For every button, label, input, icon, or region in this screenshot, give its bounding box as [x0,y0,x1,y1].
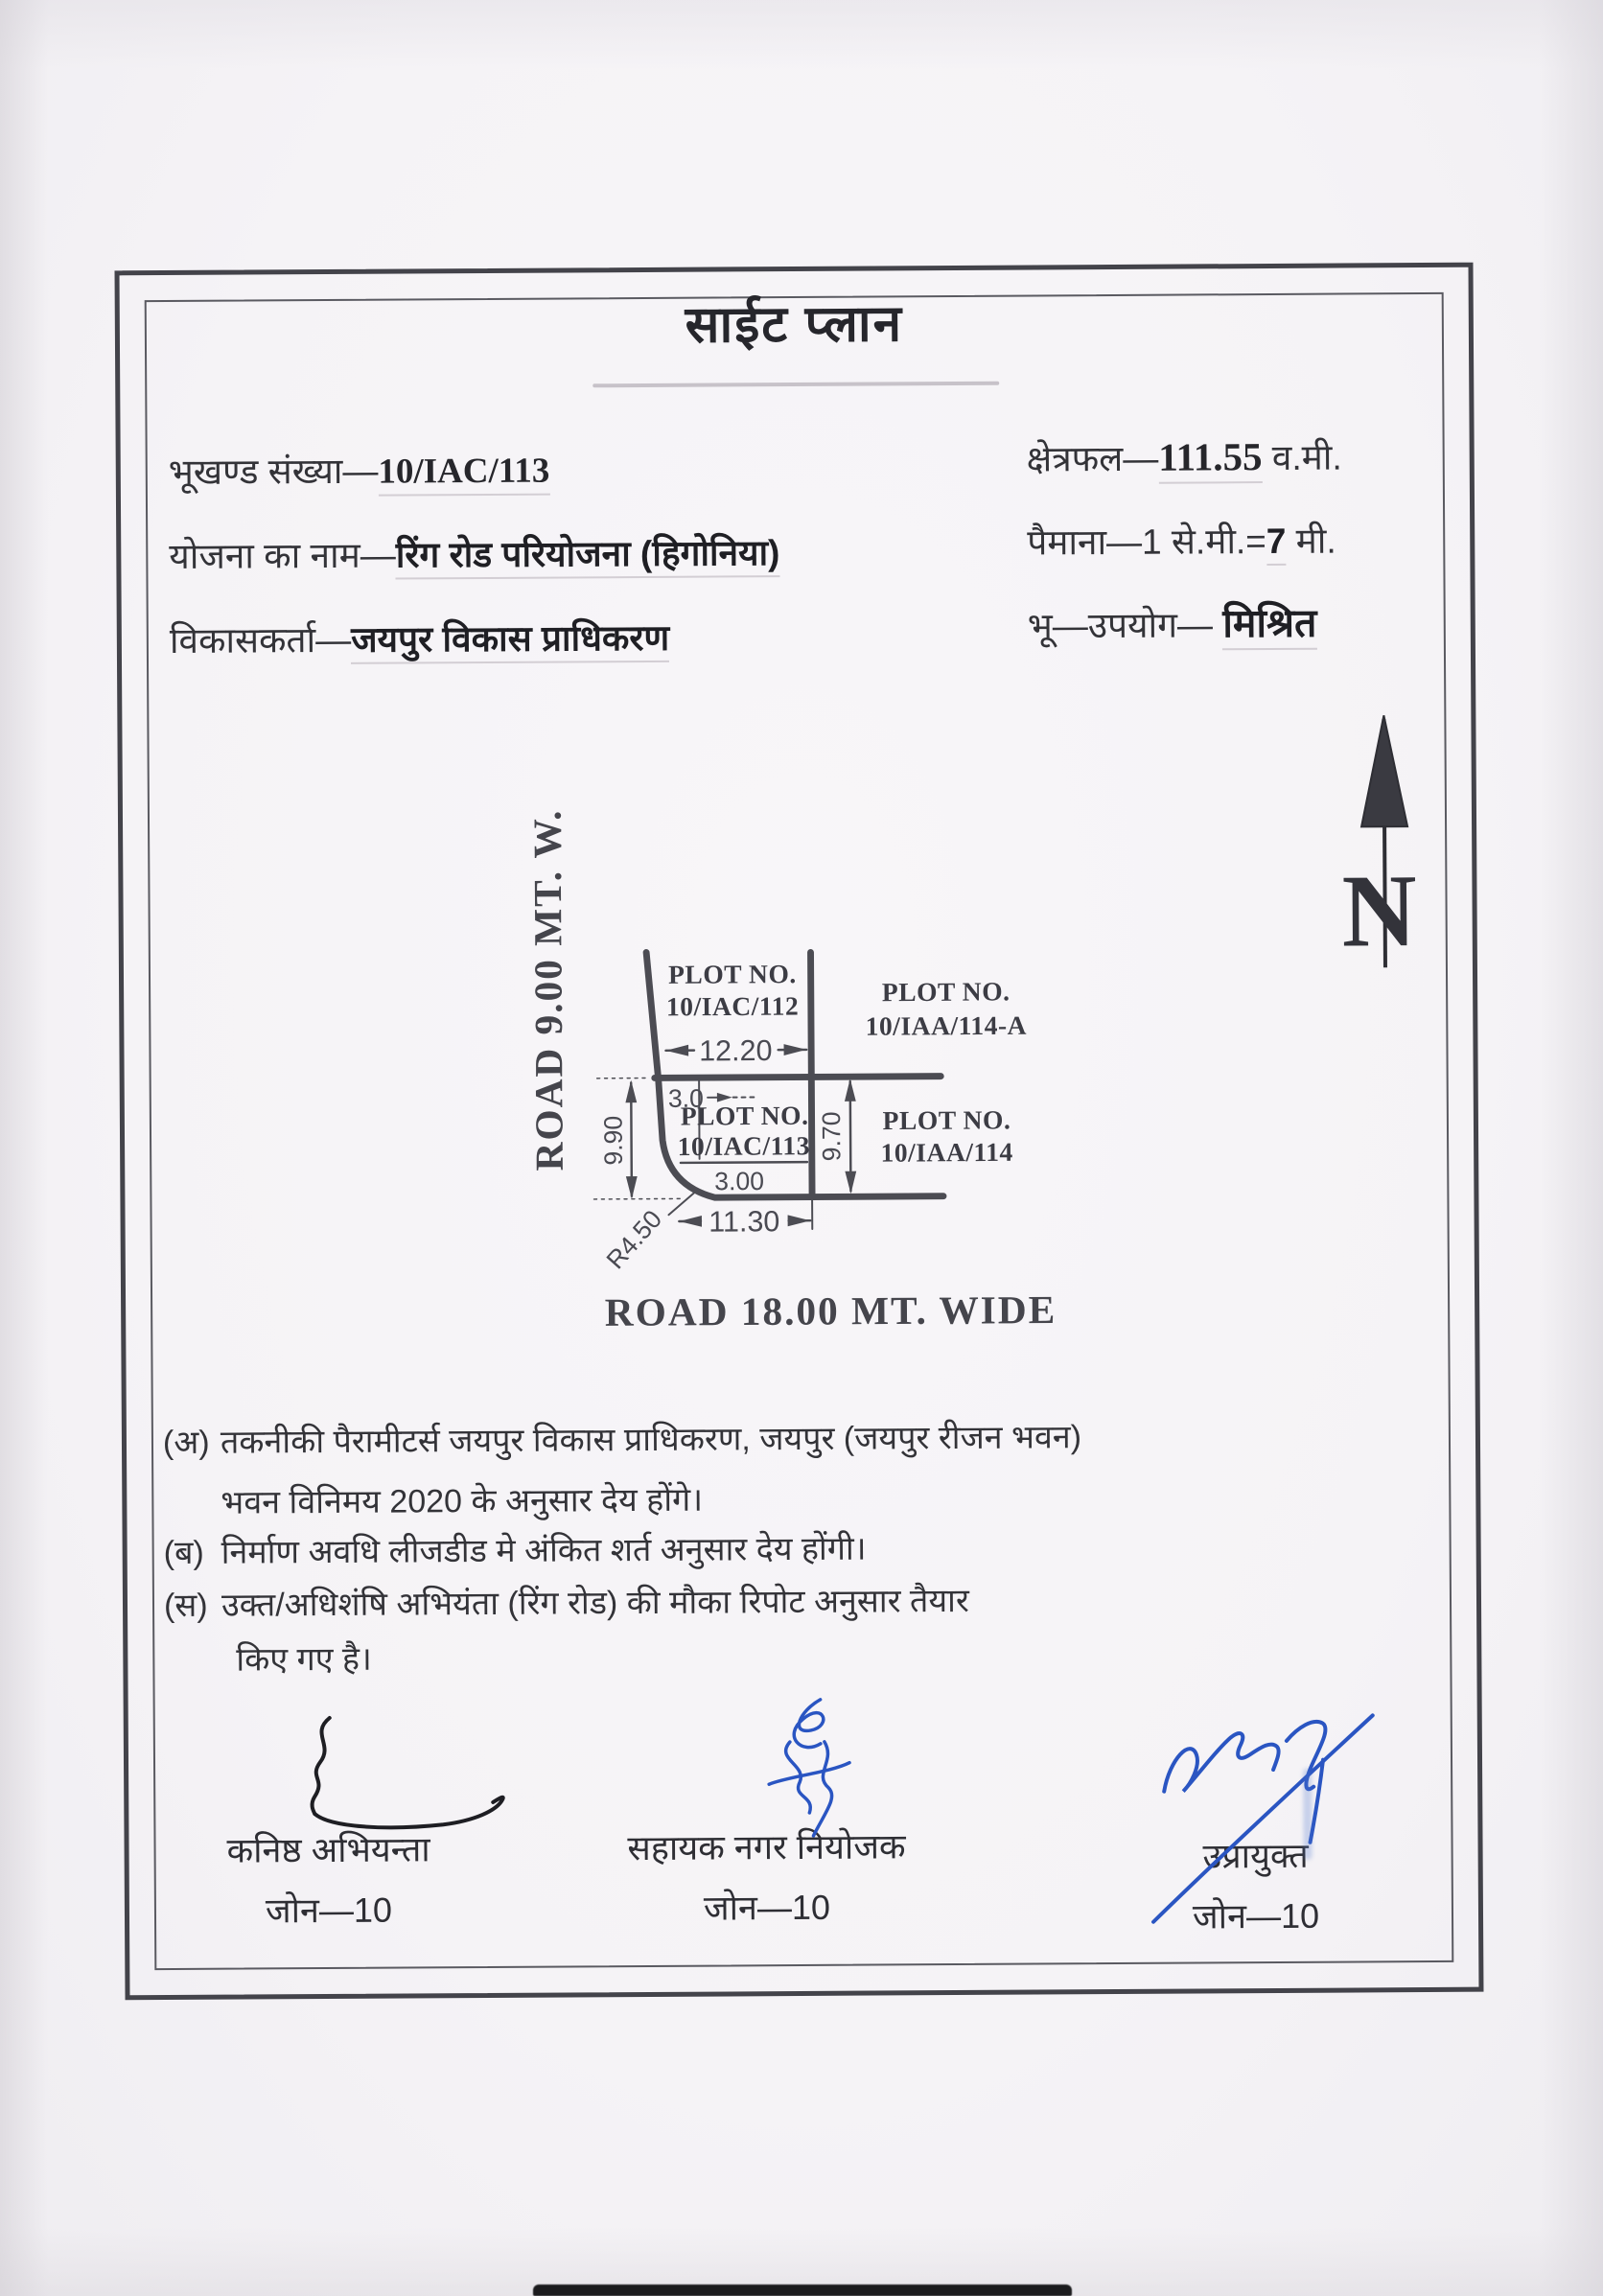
plot-114a-number: 10/IAA/114-A [865,1009,1028,1041]
note-b-marker: (ब) [163,1534,204,1572]
plot-112-number: 10/IAC/112 [665,990,800,1022]
signature-ink-black [270,1711,521,1852]
dim-setback: 3.0 [667,1083,704,1113]
signature-stroke [794,1700,824,1748]
north-arrow-head [1360,715,1407,826]
document-border-frame [115,263,1484,2001]
note-a-line2: भवन विनिमय 2020 के अनुसार देय होंगे। [221,1481,704,1521]
signature-stroke [813,1742,832,1836]
arrow-9-90-down [626,1176,638,1199]
dim-top-width: 12.20 [699,1033,773,1068]
plot-113-number: 10/IAC/113 [677,1130,811,1162]
scale-pre: 1 से.मी.= [1141,522,1266,562]
signature-ink-blue-middle [732,1691,887,1855]
scheme-name-value: रिंग रोड परियोजना (हिगोनिया) [396,533,780,579]
dim-right-depth: 9.70 [817,1111,847,1162]
scale-row [1027,515,1336,566]
signature-stroke [769,1763,849,1785]
plot-114-title: PLOT NO. [882,1104,1011,1136]
landuse-row [1028,595,1317,651]
plot-113-underline [681,1162,807,1163]
note-c-marker: (स) [163,1587,208,1625]
dim-bottom-width: 11.30 [709,1205,780,1239]
north-letter: N [1341,854,1417,969]
arrow-12-20-left [665,1045,688,1056]
signatory-zone: जोन—10 [703,1887,831,1928]
ink-smudge [1303,1769,1313,1860]
developer-value: जयपुर विकास प्राधिकरण [351,618,669,664]
radius-leader-line [668,1193,694,1215]
signatory-title: सहायक नगर नियोजक [627,1826,906,1868]
note-a-line1: तकनीकी पैरामीटर्स जयपुर विकास प्राधिकरण, जयपुर (जयपुर रीजन भवन) [220,1419,1082,1461]
arrow-9-90-up [625,1080,637,1103]
arrow-9-70-down [845,1171,856,1194]
leader-dotted-bottom [594,1198,685,1199]
signature-stroke [1164,1733,1279,1792]
plot-113-title: PLOT NO. [680,1100,809,1131]
plot-number-row [169,444,550,495]
scale-value: 7 [1266,522,1287,566]
note-c-line2: किए गए है। [236,1640,372,1679]
plot-number-label: भूखण्ड संख्या— [168,451,379,493]
dim-corner-radius: R4.50 [600,1204,668,1275]
plot-114a-title: PLOT NO. [881,976,1011,1008]
landuse-value: मिश्रित [1222,601,1316,651]
scale-unit: मी. [1286,521,1336,561]
site-plan-diagram [472,729,1233,1366]
road-edge-top [655,1077,941,1078]
title-underline [592,382,999,388]
road-bottom-label: ROAD 18.00 MT. WIDE [604,1287,1057,1334]
signature-stroke [312,1718,330,1814]
plot-112-title: PLOT NO. [667,959,797,989]
area-label: क्षेत्रफल— [1026,438,1159,479]
signatory-title: कनिष्ठ अभियन्ता [226,1829,430,1870]
signatory-zone: जोन—10 [1192,1895,1320,1937]
scheme-name-label: योजना का नाम— [169,535,396,577]
note-c-line1: उक्त/अधिशंषि अभियंता (रिंग रोड) की मौका रिपोट अनुसार तैयार [221,1582,969,1624]
signatory-zone: जोन—10 [265,1890,393,1931]
signature-stroke [314,1797,503,1828]
road-left-label: ROAD 9.00 MT. W. [524,808,571,1171]
dim-front: 3.00 [714,1166,765,1196]
page-title: साईट प्लान [685,295,904,354]
area-value: 111.55 [1158,434,1263,484]
landuse-label: भू—उपयोग— [1027,605,1223,646]
developer-label: विकासकर्ता— [169,619,352,661]
scheme-name-row [169,526,779,579]
note-b-line1: निर्माण अवधि लीजडीड मे अंकित शर्त अनुसार देय होंगी। [221,1530,867,1571]
area-unit: व.मी. [1262,437,1342,478]
signature-ink-blue-right [1135,1698,1406,1939]
arrow-9-70-up [845,1078,856,1102]
plot-114-number: 10/IAA/114 [880,1136,1013,1168]
dim-left-depth: 9.90 [598,1115,628,1166]
arrow-12-20-right [784,1044,807,1055]
note-a-marker: (अ) [162,1424,210,1462]
scale-label: पैमाना— [1027,522,1143,563]
arrow-11-30-right [788,1215,811,1226]
scan-edge-artifact [533,2284,1072,2296]
arrow-11-30-left [679,1216,702,1227]
north-arrow [1322,704,1449,978]
developer-row [170,612,670,663]
area-row [1027,431,1342,482]
signatory-title: उप्रायुक्त [1202,1835,1309,1876]
plot-number-value: 10/IAC/113 [378,452,549,497]
